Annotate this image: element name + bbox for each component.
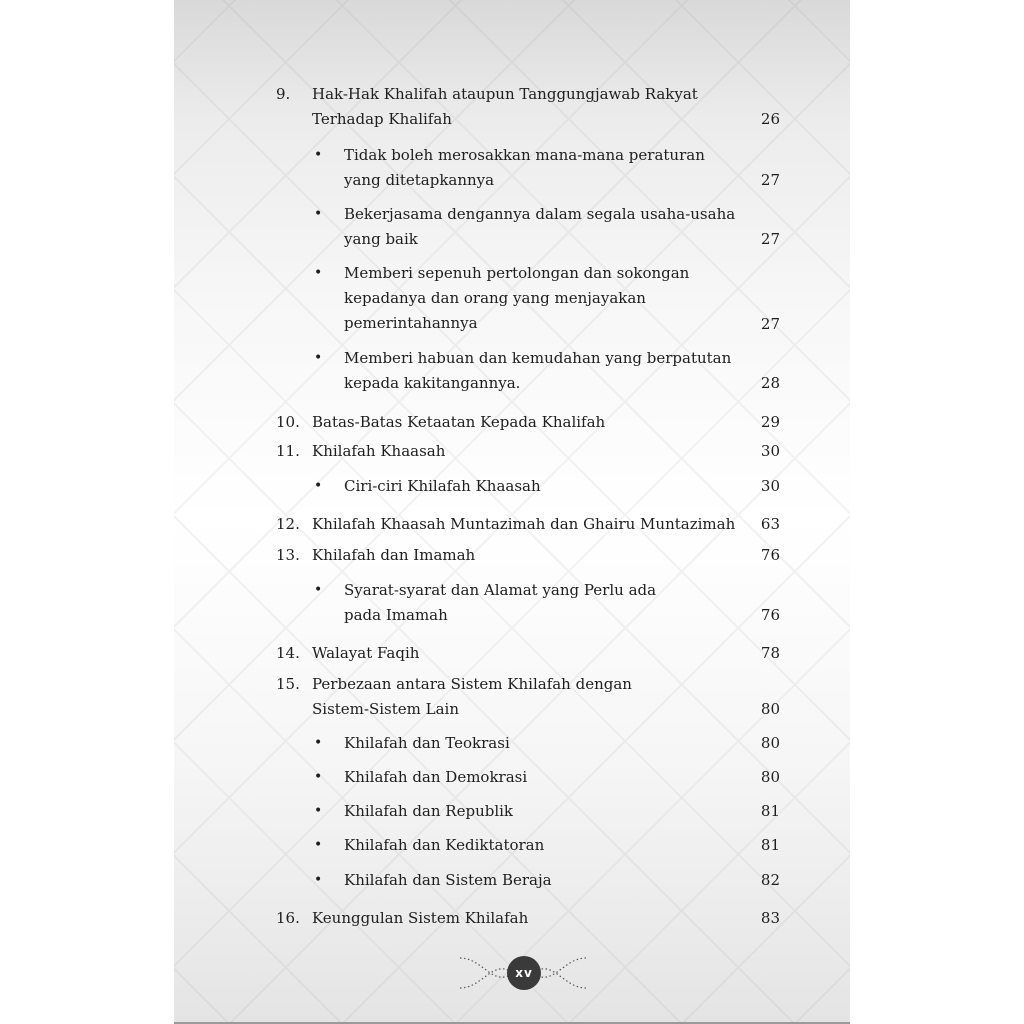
entry-page-number: 27 [760, 230, 780, 248]
bullet-icon: • [314, 206, 323, 222]
entry-title-line: Ciri-ciri Khilafah Khaasah [344, 477, 541, 495]
entry-title-line: yang baik [344, 230, 418, 248]
entry-title [312, 543, 732, 568]
entry-page-number: 30 [760, 477, 780, 495]
entry-title-line: Keunggulan Sistem Khilafah [312, 909, 529, 927]
entry-title-line: kepadanya dan orang yang menjayakan [344, 289, 646, 307]
entry-title [344, 765, 744, 790]
bullet-icon: • [314, 478, 323, 494]
entry-title-line: Walayat Faqih [312, 644, 420, 662]
entry-title-line: Khilafah dan Sistem Beraja [344, 871, 552, 889]
entry-number: 10. [276, 413, 300, 431]
entry-number: 14. [276, 644, 300, 662]
entry-title [344, 868, 744, 893]
entry-title-line: pada Imamah [344, 606, 448, 624]
bullet-icon: • [314, 582, 323, 598]
bullet-icon: • [314, 872, 323, 888]
entry-title-line: Memberi habuan dan kemudahan yang berpatutan [344, 349, 732, 367]
entry-page-number: 27 [760, 315, 780, 333]
entry-number: 11. [276, 442, 300, 460]
entry-title-line: pemerintahannya [344, 314, 478, 332]
entry-number: 15. [276, 675, 300, 693]
entry-page-number: 82 [760, 871, 780, 889]
entry-title-line: Perbezaan antara Sistem Khilafah dengan [312, 675, 632, 693]
entry-number: 9. [276, 85, 291, 103]
entry-title-line: Khilafah Khaasah Muntazimah dan Ghairu Muntazimah [312, 515, 736, 533]
entry-number: 16. [276, 909, 300, 927]
bullet-icon: • [314, 350, 323, 366]
entry-page-number: 30 [760, 442, 780, 460]
entry-title [344, 578, 744, 628]
book-page [174, 0, 850, 1024]
entry-page-number: 78 [760, 644, 780, 662]
entry-title [344, 731, 744, 756]
entry-title [312, 82, 732, 132]
entry-page-number: 80 [760, 700, 780, 718]
entry-title-line: Khilafah dan Demokrasi [344, 768, 528, 786]
entry-page-number: 76 [760, 606, 780, 624]
page-folio: xv [507, 956, 541, 990]
entry-title-line: kepada kakitangannya. [344, 374, 521, 392]
entry-title-line: Syarat-syarat dan Alamat yang Perlu ada [344, 581, 657, 599]
entry-title-line: Memberi sepenuh pertolongan dan sokongan [344, 264, 690, 282]
entry-page-number: 80 [760, 768, 780, 786]
entry-title [344, 143, 744, 193]
entry-title-line: Khilafah Khaasah [312, 442, 446, 460]
entry-title [312, 641, 732, 666]
entry-number: 12. [276, 515, 300, 533]
bullet-icon: • [314, 837, 323, 853]
entry-title-line: Tidak boleh merosakkan mana-mana peraturan [344, 146, 705, 164]
entry-title [344, 833, 744, 858]
entry-page-number: 83 [760, 909, 780, 927]
entry-page-number: 63 [760, 515, 780, 533]
entry-page-number: 29 [760, 413, 780, 431]
entry-number: 13. [276, 546, 300, 564]
entry-title-line: Khilafah dan Kediktatoran [344, 836, 545, 854]
entry-title [344, 474, 744, 499]
bullet-icon: • [314, 769, 323, 785]
entry-page-number: 28 [760, 374, 780, 392]
entry-title-line: Sistem-Sistem Lain [312, 700, 459, 718]
entry-title [312, 672, 732, 722]
entry-title-line: Khilafah dan Republik [344, 802, 514, 820]
bullet-icon: • [314, 265, 323, 281]
entry-page-number: 81 [760, 802, 780, 820]
entry-title-line: Batas-Batas Ketaatan Kepada Khalifah [312, 413, 606, 431]
entry-title-line: Hak-Hak Khalifah ataupun Tanggungjawab Rakyat [312, 85, 698, 103]
entry-title-line: Khilafah dan Imamah [312, 546, 476, 564]
entry-page-number: 27 [760, 171, 780, 189]
entry-page-number: 80 [760, 734, 780, 752]
entry-title [344, 799, 744, 824]
bullet-icon: • [314, 803, 323, 819]
entry-title-line: Terhadap Khalifah [312, 110, 452, 128]
entry-title [344, 346, 744, 396]
entry-page-number: 76 [760, 546, 780, 564]
entry-title [312, 906, 732, 931]
entry-title [312, 410, 732, 435]
entry-title [312, 439, 732, 464]
entry-page-number: 26 [760, 110, 780, 128]
entry-title-line: Khilafah dan Teokrasi [344, 734, 510, 752]
entry-title-line: Bekerjasama dengannya dalam segala usaha-usaha [344, 205, 736, 223]
entry-title [312, 512, 752, 537]
bullet-icon: • [314, 735, 323, 751]
entry-title-line: yang ditetapkannya [344, 171, 495, 189]
bullet-icon: • [314, 147, 323, 163]
entry-page-number: 81 [760, 836, 780, 854]
entry-title [344, 261, 744, 336]
entry-title [344, 202, 744, 252]
